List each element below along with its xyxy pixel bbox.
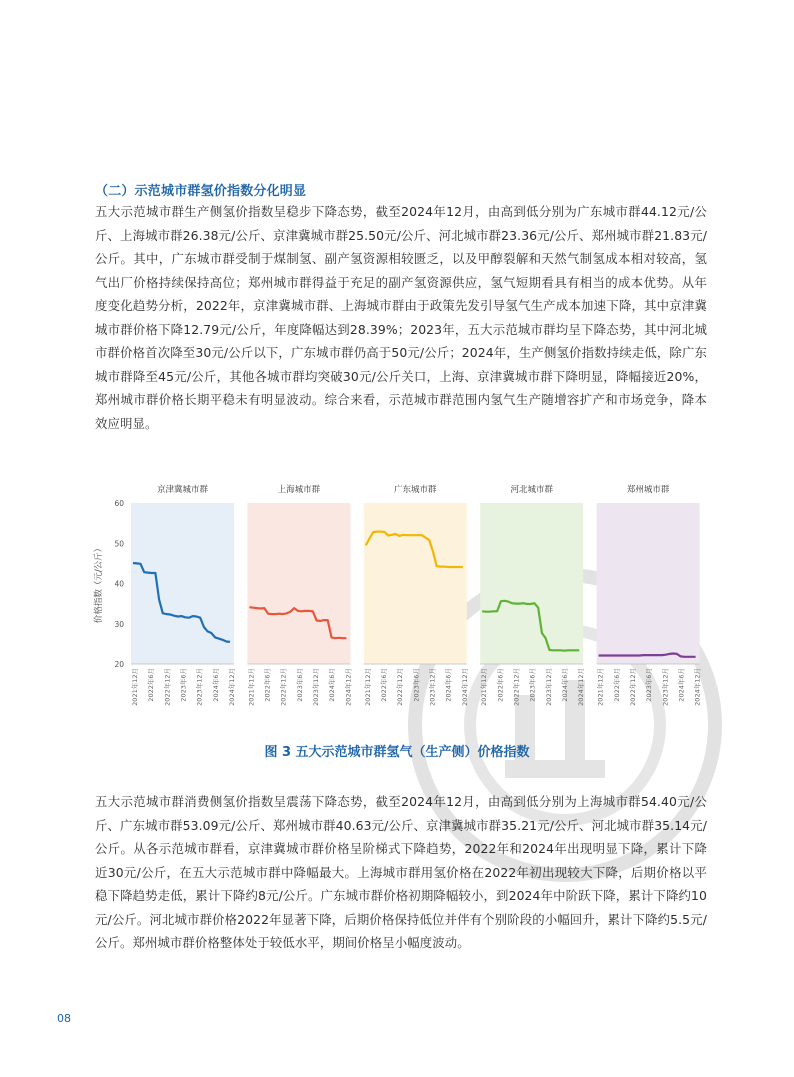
x-tick-label: 2023年6月 [179,668,188,702]
body-paragraph-2: 五大示范城市群消费侧氢价指数呈震荡下降态势，截至2024年12月，由高到低分别为上海城市群54.40元/公斤、广东城市群53.09元/公斤、郑州城市群40.63元/公斤、京津冀城市群35.21元/公斤、河北城市群35.14元/公斤。从各示范城市群看，京津冀城市群价格呈阶梯式下降趋势，2022年和2024年出现明显下降，累计下降近30元/公斤，在五大示范城市群中降幅最大。上海城市群用氢价格在2022年初出现较大下降，后期价格以平稳下降趋势走低，累计下降约8元/公斤。广东城市群价格初期降幅较小，到2024年中阶跃下降，累计下降约10元/公斤。河北城市群价格2022年显著下降，后期价格保持低位并伴有个别阶段的小幅回升，累计下降约5.5元/公斤。郑州城市群价格整体处于较低水平，期间价格呈小幅度波动。 [95,794,707,950]
x-tick-label: 2022年12月 [512,668,521,706]
panel-background [480,503,583,664]
x-tick-label: 2024年6月 [444,668,453,702]
y-tick-label: 60 [114,499,124,508]
section-heading: （二）示范城市群氢价指数分化明显 [95,184,307,199]
x-tick-label: 2023年12月 [195,668,204,706]
x-tick-label: 2022年6月 [263,668,272,702]
x-tick-label: 2024年6月 [328,668,337,702]
x-tick-label: 2024年12月 [344,668,353,706]
x-tick-label: 2022年12月 [396,668,405,706]
x-tick-label: 2022年6月 [496,668,505,702]
y-tick-label: 30 [114,619,124,629]
x-tick-label: 2024年6月 [561,668,570,702]
panel-title: 郑州城市群 [626,485,670,495]
chart-svg [90,478,710,710]
x-tick-label: 2022年6月 [612,668,621,702]
x-tick-label: 2023年6月 [645,668,654,702]
x-tick-label: 2024年6月 [677,668,686,702]
x-tick-label: 2021年12月 [596,668,605,706]
x-tick-label: 2021年12月 [363,668,372,706]
x-tick-label: 2023年6月 [295,668,304,702]
x-tick-label: 2024年6月 [211,668,220,702]
x-tick-label: 2021年12月 [131,668,139,706]
y-tick-label: 50 [114,539,124,549]
x-tick-label: 2022年12月 [628,668,637,706]
x-tick-label: 2022年12月 [279,668,288,706]
panel-title: 广东城市群 [394,485,437,495]
page-number: 08 [57,1012,71,1025]
x-tick-label: 2021年12月 [247,668,256,706]
x-tick-label: 2023年12月 [428,668,437,706]
x-tick-label: 2023年6月 [528,668,537,702]
hydrogen-price-chart [90,478,710,710]
x-tick-label: 2024年12月 [577,668,586,706]
panel-background [597,503,700,664]
x-tick-label: 2023年6月 [412,668,421,702]
x-tick-label: 2024年12月 [228,668,236,706]
panel-title: 京津冀城市群 [156,485,209,495]
x-tick-label: 2022年6月 [147,668,156,702]
x-tick-label: 2022年6月 [379,668,388,702]
panel-title: 上海城市群 [277,485,321,495]
x-tick-label: 2024年12月 [693,668,702,706]
x-tick-label: 2022年12月 [163,668,172,706]
y-tick-label: 40 [114,579,124,589]
panel-background [247,503,350,664]
y-axis-label: 价格指数（元/公斤） [94,543,104,624]
x-tick-label: 2021年12月 [480,668,489,706]
x-tick-label: 2023年12月 [312,668,321,706]
figure-caption: 图 3 五大示范城市群氢气（生产侧）价格指数 [264,745,530,760]
panel-title: 河北城市群 [510,485,553,495]
body-paragraph: 五大示范城市群生产侧氢价指数呈稳步下降态势，截至2024年12月，由高到低分别为广东城市群44.12元/公斤、上海城市群26.38元/公斤、京津冀城市群25.50元/公斤、河北城市群23.36元/公斤、郑州城市群21.83元/公斤。其中，广东城市群受制于煤制氢、副产氢资源相较匮乏，以及甲醇裂解和天然气制氢成本相对较高，氢气出厂价格持续保持高位；郑州城市群得益于充足的副产氢资源供应，氢气短期看具有相当的成本优势。从年度变化趋势分析，2022年，京津冀城市群、上海城市群由于政策先发引导氢气生产成本加速下降，其中京津冀城市群价格下降12.79元/公斤，年度降幅达到28.39%；2023年，五大示范城市群均呈下降态势，其中河北城市群价格首次降至30元/公斤以下，广东城市群仍高于50元/公斤；2024年，生产侧氢价指数持续走低，除广东城市群降至45元/公斤，其他各城市群均突破30元/公斤关口，上海、京津冀城市群下降明显，降幅接近20%，郑州城市群价格长期平稳未有明显波动。综合来看，示范城市群范围内氢气生产随增容扩产和市场竞争，降本效应明显。 [95,204,707,431]
x-tick-label: 2023年12月 [544,668,553,706]
y-tick-label: 20 [114,660,124,669]
panel-background [131,503,234,664]
panel-background [364,503,467,664]
x-tick-label: 2024年12月 [460,668,469,706]
x-tick-label: 2023年12月 [661,668,670,706]
